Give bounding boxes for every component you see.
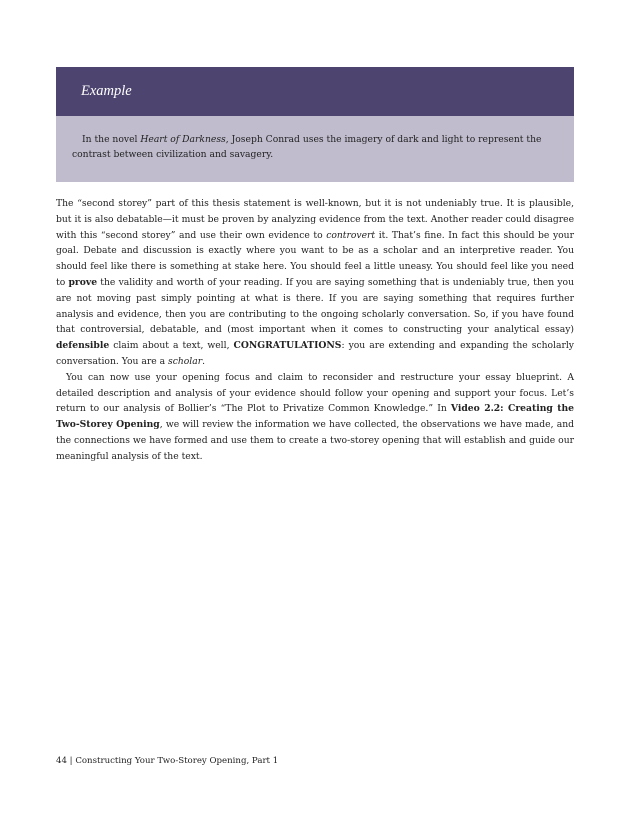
novel-title: Heart of Darkness: [140, 134, 226, 145]
text-run: : you are extending and expanding the scholarly conversation. You are a: [56, 340, 574, 367]
example-callout: [56, 67, 574, 182]
body-text: [56, 196, 574, 465]
video-reference: Video 2.2: Creating the Two-Storey Opening: [56, 403, 574, 431]
page-footer: [56, 756, 278, 766]
example-text: [72, 132, 560, 162]
example-text-part: , Joseph Conrad uses the imagery of dark and light to represent the contrast between civilization and savagery.: [72, 134, 542, 160]
text-italic: controvert: [326, 229, 376, 241]
paragraph-2: [56, 370, 574, 465]
chapter-title: Constructing Your Two-Storey Opening, Part 1: [75, 756, 279, 766]
text-bold: prove: [68, 276, 98, 288]
text-run: The “second storey” part of this thesis statement is well-known, but it is not undeniably true. It is plausible, but it is also debatable—it must be proven by analyzing evidence from the text. Another reader could disagree with this “second storey” and use their own evidence to: [56, 198, 574, 241]
text-bold: CONGRATULATIONS: [233, 340, 342, 352]
example-title: Example: [81, 83, 132, 99]
text-run: .: [202, 355, 206, 367]
text-bold: defensible: [56, 340, 110, 352]
text-run: You can now use your opening focus and claim to reconsider and restructure your essay blueprint. A detailed description and analysis of your evidence should follow your opening and support your focus. Let’s return to our analysis of Bollier’s “The Plot to Privatize Common Knowledge.” In: [56, 371, 574, 415]
page-number: 44: [56, 756, 67, 766]
text-run: claim about a text, well,: [109, 340, 234, 352]
example-text-part: In the novel: [82, 134, 141, 145]
text-run: , we will review the information we have collected, the observations we have made, and the connections we have formed and use them to create a two-storey opening that will establish and guide our meaningful analysis of the text.: [56, 419, 574, 462]
example-body: [56, 116, 574, 182]
example-header: [56, 67, 574, 116]
text-run: the validity and worth of your reading. If you are saying something that is undeniably true, then you are not moving past simply pointing at what is there. If you are saying something that requires further analysis and evidence, then you are contributing to the ongoing scholarly conversation. So, if you have found that controversial, debatable, and (most important when it comes to constructing your analytical essay): [56, 276, 574, 336]
paragraph-1: [56, 196, 574, 370]
text-run: it. That’s fine. In fact this should be your goal. Debate and discussion is exactly where you want to be as a scholar and an interpretive reader. You should feel like there is something at stake here. You should feel a little uneasy. You should feel like you need to: [56, 229, 574, 288]
footer-separator: |: [69, 756, 73, 766]
text-italic: scholar: [168, 355, 203, 367]
